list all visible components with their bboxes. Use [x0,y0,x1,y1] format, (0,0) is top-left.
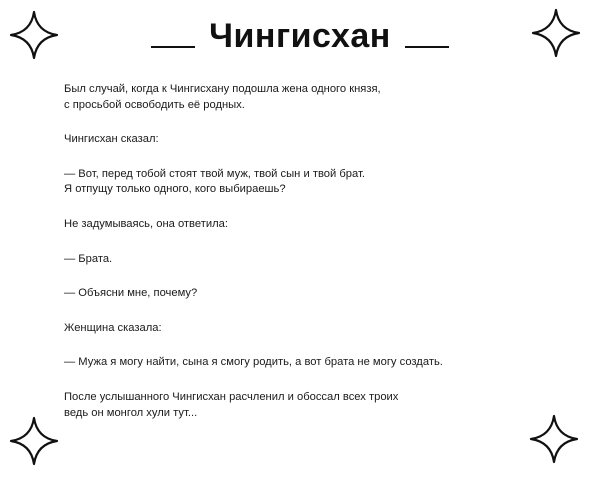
story-line: После услышанного Чингисхан расчленил и обоссал всех троих [64,390,399,403]
paragraph [64,167,584,198]
story-line: Я отпущу только одного, кого выбираешь? [64,183,286,196]
paragraph [64,355,584,371]
page-title: Чингисхан [209,17,391,55]
story-line: Не задумываясь, она ответила: [64,217,228,230]
paragraph [64,132,584,148]
paragraph [64,82,584,113]
title-underline-right [405,46,449,48]
story-line: — Мужа я могу найти, сына я смогу родить, а вот брата не могу создать. [64,356,443,369]
story-line: — Объясни мне, почему? [64,287,198,300]
title-block [0,14,600,58]
story-line: — Вот, перед тобой стоят твой муж, твой сын и твой брат. [64,167,365,180]
story-text [64,82,584,421]
story-line: Был случай, когда к Чингисхану подошла жена одного князя, [64,83,381,95]
paragraph [64,390,584,421]
story-line: Женщина сказала: [64,321,162,334]
title-underline-left [151,46,195,48]
four-point-star-icon [9,416,59,466]
story-line: — Брата. [64,252,113,265]
story-line: с просьбой освободить её родных. [64,98,245,111]
story-line: Чингисхан сказал: [64,133,159,146]
story-line: ведь он монгол хули тут... [64,406,198,419]
paragraph [64,321,584,337]
four-point-star-icon [529,414,579,464]
paragraph [64,252,584,268]
paragraph [64,286,584,302]
paragraph [64,217,584,233]
